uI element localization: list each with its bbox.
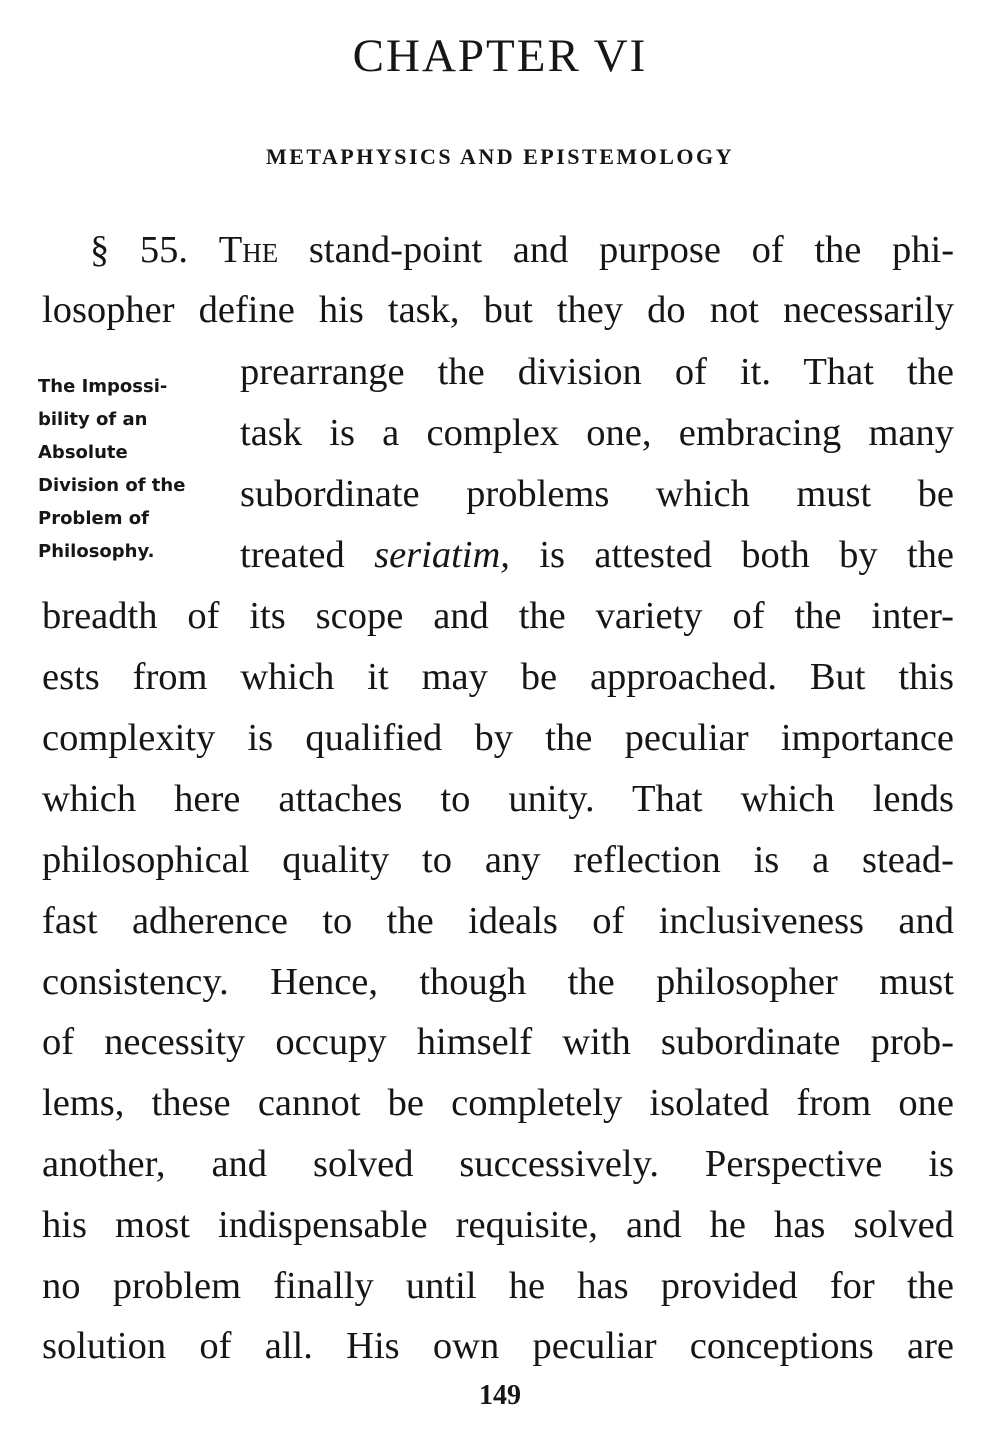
text-line: complexity is qualified by the peculiar importance [42,717,954,759]
text-line: task is a complex one, embracing many [240,412,954,454]
text-line: treated seriatim, is attested both by the [240,534,955,576]
page-number: 149 [479,1380,521,1411]
text-line: solution of all. His own peculiar conceptions are [42,1325,954,1367]
text-line: breadth of its scope and the variety of the inter- [42,595,954,637]
lead-word: The [218,229,279,271]
italic-term: seriatim, [374,534,510,576]
text-line: another, and solved successively. Perspective is [42,1143,954,1185]
text-line: § 55. The stand-point and purpose of the phi- [90,229,955,271]
marginal-note [38,370,228,568]
text-line: of necessity occupy himself with subordinate prob- [42,1021,954,1063]
marginal-note-line: The Impossi- [38,376,168,397]
text-line: consistency. Hence, though the philosopher must [42,961,954,1003]
text-line: subordinate problems which must be [240,473,954,515]
marginal-note-line: Division of the [38,475,186,496]
marginal-note-line: bility of an [38,409,148,430]
text-line: his most indispensable requisite, and he has solved [42,1204,954,1246]
text-line: losopher define his task, but they do not necessarily [42,289,954,331]
text-line: which here attaches to unity. That which lends [42,778,954,820]
marginal-note-line: Problem of [38,508,149,529]
marginal-note-line: Absolute [38,442,128,463]
marginal-note-line: Philosophy. [38,541,155,562]
chapter-subtitle: METAPHYSICS AND EPISTEMOLOGY [265,144,735,169]
text-line: philosophical quality to any reflection is a stead- [42,839,954,881]
text-line: no problem finally until he has provided for the [42,1265,954,1307]
text-line: lems, these cannot be completely isolated from one [42,1082,954,1124]
text-line: fast adherence to the ideals of inclusiveness and [42,900,954,942]
section-number: § 55. [90,229,189,271]
chapter-title: CHAPTER VI [352,30,648,82]
text-line: ests from which it may be approached. But this [42,656,954,698]
text-line: prearrange the division of it. That the [240,351,954,393]
